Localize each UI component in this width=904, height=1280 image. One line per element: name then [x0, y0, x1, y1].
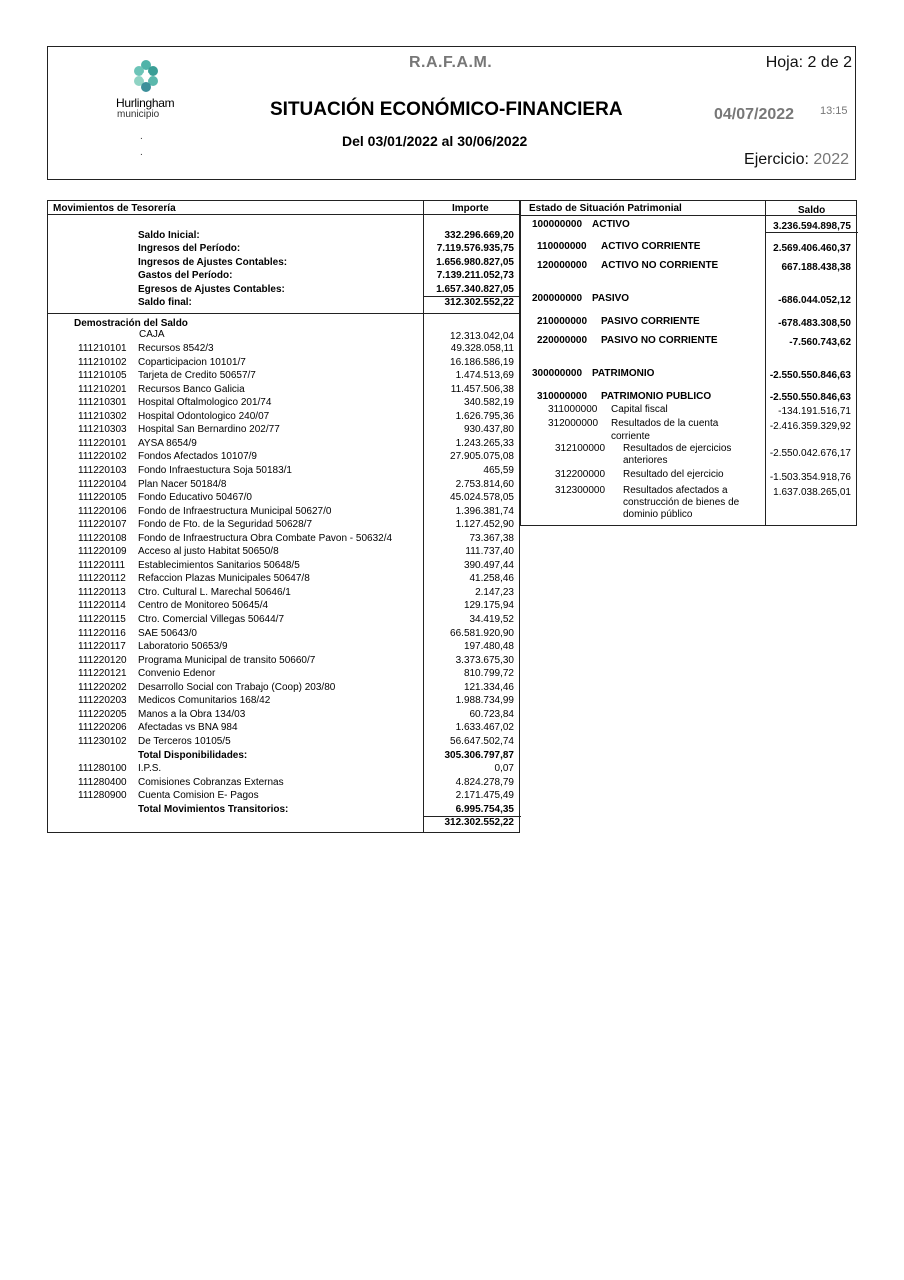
row-code: 111210201 — [78, 383, 127, 395]
patrimonial-header-label: Estado de Situación Patrimonial — [529, 203, 682, 214]
row-code: 111220105 — [78, 492, 127, 504]
row-label: PASIVO — [592, 293, 630, 304]
row-desc: Recursos 8542/3 — [138, 343, 214, 354]
row-value: 1.474.513,69 — [455, 370, 514, 382]
row-desc: Hospital San Bernardino 202/77 — [138, 424, 280, 436]
report-time: 13:15 — [820, 105, 848, 117]
row-label: Resultados de ejercicios — [623, 443, 732, 454]
row-label: Resultados de la cuenta — [611, 418, 719, 429]
row-value: 56.647.502,74 — [450, 735, 514, 747]
report-date: 04/07/2022 — [714, 106, 795, 123]
summary-row — [48, 270, 519, 284]
row-value: 121.334,46 — [463, 681, 514, 693]
row-code: 312100000 — [555, 443, 606, 454]
table-row — [48, 451, 519, 465]
row-value: 16.186.586,19 — [450, 356, 514, 368]
row-value: 11.457.506,38 — [450, 383, 514, 395]
row-code: 111220205 — [78, 708, 127, 720]
table-row — [48, 465, 519, 479]
row-code: 111210303 — [78, 424, 127, 436]
row-value: -2.550.042.676,17 — [769, 448, 851, 459]
row-label: anteriores — [623, 455, 668, 466]
row-value: 2.753.814,60 — [455, 478, 514, 490]
summary-label: Ingresos del Período: — [138, 243, 241, 255]
row-code: 111210105 — [78, 370, 127, 382]
summary-value: 7.119.576.935,75 — [436, 243, 514, 255]
row-desc: Fondo de Infraestructura Municipal 50627/0 — [138, 505, 332, 517]
row-value: 2.147,23 — [475, 586, 514, 598]
table-row — [48, 492, 519, 506]
row-value: 0,07 — [494, 763, 514, 775]
row-desc: Laboratorio 50653/9 — [138, 641, 228, 653]
row-code: 111220113 — [78, 586, 126, 598]
row-label: PASIVO CORRIENTE — [601, 316, 700, 327]
row-code: 311000000 — [548, 404, 598, 415]
table-row — [48, 343, 519, 357]
row-code: 111220114 — [78, 600, 126, 612]
row-label: Resultado del ejercicio — [623, 469, 724, 480]
row-code: 111210302 — [78, 410, 127, 422]
row-desc: Total Movimientos Transitorios: — [138, 803, 289, 815]
summary-value: 312.302.552,22 — [444, 297, 514, 308]
row-desc: Fondo Infraestuctura Soja 50183/1 — [138, 464, 292, 476]
ejercicio-label: Ejercicio: — [744, 151, 809, 168]
row-code: 111220206 — [78, 722, 127, 734]
row-value: -2.416.359.329,92 — [769, 421, 851, 432]
row-value: -7.560.743,62 — [789, 337, 851, 348]
ejercicio — [744, 151, 849, 169]
summary-row — [48, 297, 519, 311]
row-value: 305.306.797,87 — [444, 749, 514, 761]
row-desc: Fondo Educativo 50467/0 — [138, 492, 252, 504]
row-label: dominio público — [623, 509, 693, 520]
row-code: 111220103 — [78, 464, 127, 476]
row-desc: AYSA 8654/9 — [138, 437, 197, 449]
summary-row — [48, 257, 519, 271]
row-value: 3.236.594.898,75 — [773, 221, 851, 232]
table-row — [48, 479, 519, 493]
row-desc: Afectadas vs BNA 984 — [138, 722, 238, 734]
row-value: -2.550.550.846,63 — [769, 370, 851, 381]
table-row — [48, 546, 519, 560]
row-value: 1.243.265,33 — [455, 437, 514, 449]
row-value: 1.988.734,99 — [455, 695, 514, 707]
row-value: 1.633.467,02 — [455, 722, 514, 734]
row-code: 111280400 — [78, 776, 127, 788]
caja-label: CAJA — [139, 329, 165, 340]
table-row — [48, 411, 519, 425]
summary-label: Gastos del Período: — [138, 270, 233, 282]
table-row — [48, 777, 519, 791]
row-value: 1.626.795,36 — [455, 410, 514, 422]
demo-title: Demostración del Saldo — [74, 318, 188, 329]
table-row — [48, 587, 519, 601]
row-desc: Refaccion Plazas Municipales 50647/8 — [138, 573, 310, 585]
row-value: 27.905.075,08 — [450, 451, 514, 463]
table-row — [48, 628, 519, 642]
row-value: 66.581.920,90 — [450, 627, 514, 639]
row-value: 6.995.754,35 — [455, 803, 514, 815]
header-divider — [48, 214, 519, 215]
grand-total-value: 312.302.552,22 — [444, 817, 514, 829]
summary-label: Saldo final: — [138, 297, 192, 308]
caja-value: 12.313.042,04 — [450, 331, 514, 342]
row-label: PATRIMONIO PUBLICO — [601, 391, 712, 402]
table-row — [48, 614, 519, 628]
column-divider — [765, 201, 766, 525]
table-row — [48, 438, 519, 452]
row-value: 1.127.452,90 — [455, 519, 514, 531]
row-desc: I.P.S. — [138, 763, 162, 775]
row-code: 111220102 — [78, 451, 127, 463]
row-desc: Fondo de Fto. de la Seguridad 50628/7 — [138, 519, 313, 531]
table-row — [48, 750, 519, 764]
table-row — [48, 533, 519, 547]
row-code: 111220109 — [78, 546, 127, 558]
row-desc: Acceso al justo Habitat 50650/8 — [138, 546, 279, 558]
report-header — [47, 46, 856, 180]
row-code: 200000000 — [532, 293, 583, 304]
row-desc: Total Disponibilidades: — [138, 749, 248, 761]
row-code: 111220106 — [78, 505, 127, 517]
row-desc: Cuenta Comision E- Pagos — [138, 790, 259, 802]
dot-mark: . — [140, 131, 143, 142]
summary-label: Egresos de Ajustes Contables: — [138, 283, 285, 295]
row-label: corriente — [611, 431, 650, 442]
row-desc: Ctro. Cultural L. Marechal 50646/1 — [138, 586, 291, 598]
row-code: 300000000 — [532, 368, 583, 379]
row-code: 312000000 — [548, 418, 599, 429]
row-value: -134.191.516,71 — [778, 406, 851, 417]
page-indicator: Hoja: 2 de 2 — [765, 54, 852, 71]
row-value: 49.328.058,11 — [450, 343, 514, 354]
row-code: 111280900 — [78, 790, 127, 802]
row-desc: Fondos Afectados 10107/9 — [138, 451, 257, 463]
row-desc: SAE 50643/0 — [138, 627, 197, 639]
row-code: 111220120 — [78, 654, 127, 666]
row-code: 111210102 — [78, 356, 127, 368]
row-value: -678.483.308,50 — [778, 318, 851, 329]
summary-row — [48, 230, 519, 244]
table-row — [48, 370, 519, 384]
row-desc: Coparticipacion 10101/7 — [138, 356, 246, 368]
row-label: PATRIMONIO — [592, 368, 655, 379]
row-code: 111220107 — [78, 519, 127, 531]
ejercicio-year: 2022 — [813, 151, 849, 168]
table-row — [48, 560, 519, 574]
row-code: 111220111 — [78, 559, 126, 571]
row-code: 111220108 — [78, 532, 127, 544]
row-desc: Ctro. Comercial Villegas 50644/7 — [138, 614, 285, 625]
row-label: PASIVO NO CORRIENTE — [601, 335, 718, 346]
row-code: 312300000 — [555, 485, 606, 496]
dot-mark: . — [140, 147, 143, 158]
row-desc: Centro de Monitoreo 50645/4 — [138, 600, 269, 612]
patrimonial-header-saldo: Saldo — [798, 205, 826, 216]
row-code: 111220117 — [78, 641, 126, 653]
row-desc: Comisiones Cobranzas Externas — [138, 776, 284, 788]
table-row — [48, 695, 519, 709]
row-desc: Tarjeta de Credito 50657/7 — [138, 370, 256, 382]
row-desc: Manos a la Obra 134/03 — [138, 708, 246, 720]
table-row — [48, 519, 519, 533]
row-value: 390.497,44 — [463, 559, 514, 571]
row-desc: Medicos Comunitarios 168/42 — [138, 695, 271, 707]
grand-total-row — [48, 817, 519, 831]
summary-value: 1.657.340.827,05 — [436, 283, 514, 295]
table-row — [48, 736, 519, 750]
table-row — [48, 357, 519, 371]
report-period: Del 03/01/2022 al 30/06/2022 — [342, 133, 528, 149]
row-label: Capital fiscal — [611, 404, 668, 415]
table-row — [48, 709, 519, 723]
row-desc: Desarrollo Social con Trabajo (Coop) 203/80 — [138, 681, 336, 693]
row-value: 45.024.578,05 — [450, 492, 514, 504]
row-value: 465,59 — [483, 464, 514, 476]
summary-value: 7.139.211.052,73 — [436, 270, 514, 282]
row-desc: Programa Municipal de transito 50660/7 — [138, 654, 316, 666]
row-desc: Establecimientos Sanitarios 50648/5 — [138, 559, 300, 571]
row-desc: Plan Nacer 50184/8 — [138, 478, 227, 490]
table-row — [48, 397, 519, 411]
row-code: 100000000 — [532, 219, 583, 230]
table-row — [48, 763, 519, 777]
row-desc: Recursos Banco Galicia — [138, 383, 245, 395]
logo-subtitle: municipio — [117, 109, 160, 120]
row-value: 1.396.381,74 — [455, 505, 514, 517]
tesoreria-header-amount: Importe — [452, 203, 489, 214]
tesoreria-table — [47, 200, 520, 833]
row-value: 41.258,46 — [469, 573, 514, 585]
summary-row — [48, 243, 519, 257]
row-desc: Hospital Oftalmologico 201/74 — [138, 397, 272, 409]
summary-label: Ingresos de Ajustes Contables: — [138, 256, 288, 268]
row-value: -1.503.354.918,76 — [769, 472, 851, 483]
row-code: 111280100 — [78, 763, 127, 775]
row-value: 73.367,38 — [469, 532, 514, 544]
row-code: 111220121 — [78, 668, 127, 680]
row-value: 111.737,40 — [465, 546, 514, 558]
row-label: ACTIVO — [592, 219, 630, 230]
row-value: -2.550.550.846,63 — [769, 392, 851, 403]
summary-label: Saldo Inicial: — [138, 230, 200, 241]
table-row — [48, 790, 519, 804]
row-value: 340.582,19 — [463, 397, 514, 409]
row-value: 930.437,80 — [463, 424, 514, 436]
municipio-logo-icon — [114, 59, 178, 93]
row-value: 1.637.038.265,01 — [773, 487, 851, 498]
table-row — [48, 384, 519, 398]
row-code: 111220115 — [78, 614, 126, 625]
table-row — [48, 573, 519, 587]
row-value: 197.480,48 — [463, 641, 514, 653]
row-code: 111210101 — [78, 343, 127, 354]
row-code: 111220116 — [78, 627, 126, 639]
row-code: 312200000 — [555, 469, 606, 480]
summary-value: 332.296.669,20 — [444, 230, 514, 241]
table-row — [48, 600, 519, 614]
row-value: 810.799,72 — [463, 668, 514, 680]
row-code: 111220104 — [78, 478, 127, 490]
system-name: R.A.F.A.M. — [409, 54, 493, 71]
header-divider — [521, 215, 856, 216]
table-row — [48, 804, 519, 818]
table-row — [48, 506, 519, 520]
saldo-final-rule — [423, 296, 521, 297]
row-desc: Fondo de Infraestructura Obra Combate Pavon - 50632/4 — [138, 532, 393, 544]
row-value: 34.419,52 — [469, 614, 514, 625]
row-value: 129.175,94 — [463, 600, 514, 612]
table-row — [48, 424, 519, 438]
row-label: construcción de bienes de — [623, 497, 740, 508]
logo-name: Hurlingham — [116, 96, 175, 110]
row-code: 220000000 — [537, 335, 588, 346]
row-code: 111210301 — [78, 397, 127, 409]
table-row — [48, 641, 519, 655]
row-desc: De Terceros 10105/5 — [138, 735, 231, 747]
row-label: ACTIVO CORRIENTE — [601, 241, 701, 252]
row-code: 310000000 — [537, 391, 588, 402]
report-title: SITUACIÓN ECONÓMICO-FINANCIERA — [270, 99, 623, 120]
row-desc: Hospital Odontologico 240/07 — [138, 410, 270, 422]
table-row — [48, 668, 519, 682]
patrimonial-table — [520, 200, 857, 526]
row-desc: Convenio Edenor — [138, 668, 216, 680]
row-code: 111220112 — [78, 573, 126, 585]
row-code: 111220202 — [78, 681, 127, 693]
row-value: 2.569.406.460,37 — [773, 243, 851, 254]
table-row — [48, 655, 519, 669]
table-row — [48, 682, 519, 696]
row-value: 2.171.475,49 — [455, 790, 514, 802]
row-value: 4.824.278,79 — [455, 776, 514, 788]
row-code: 210000000 — [537, 316, 588, 327]
row-value: 60.723,84 — [469, 708, 514, 720]
row-label: Resultados afectados a — [623, 485, 728, 496]
tesoreria-header-label: Movimientos de Tesorería — [53, 203, 176, 214]
row-code: 111220101 — [78, 437, 127, 449]
table-row — [48, 722, 519, 736]
row-code: 120000000 — [537, 260, 588, 271]
row-code: 111230102 — [78, 735, 127, 747]
row-value: 3.373.675,30 — [455, 654, 514, 666]
row-label: ACTIVO NO CORRIENTE — [601, 260, 719, 271]
row-value: -686.044.052,12 — [778, 295, 851, 306]
section-divider — [48, 313, 519, 314]
row-code: 111220203 — [78, 695, 127, 707]
row-code: 110000000 — [537, 241, 587, 252]
summary-value: 1.656.980.827,05 — [436, 256, 514, 268]
row-value: 667.188.438,38 — [781, 262, 851, 273]
